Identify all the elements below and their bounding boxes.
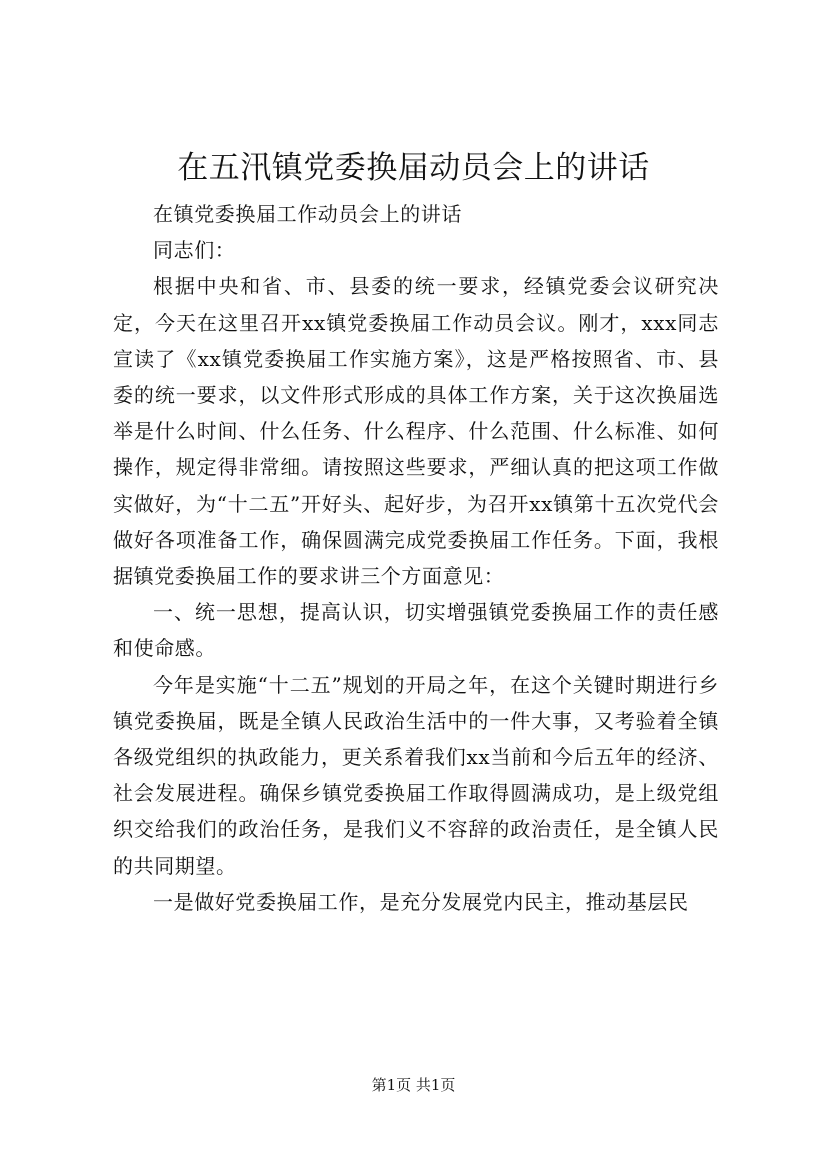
body-paragraph: 一是做好党委换届工作，是充分发展党内民主，推动基层民 bbox=[153, 889, 689, 914]
section-heading-paragraph: 一、统一思想，提高认识，切实增强镇党委换届工作的责任感和使命感。 bbox=[113, 600, 719, 661]
body-paragraph: 今年是实施“十二五”规划的开局之年，在这个关键时期进行乡镇党委换届，既是全镇人民政治生活中的一件大事，又考验着全镇各级党组织的执政能力，更关系着我们xx当前和今后五年的经济、社会发展进程。确保乡镇党委换届工作取得圆满成功，是上级党组织交给我们的政治任务，是我们义不容辞的政治责任，是全镇人民的共同期望。 bbox=[113, 672, 719, 878]
salutation-paragraph: 同志们： bbox=[153, 238, 236, 263]
page-number-footer: 第1页 共1页 bbox=[371, 1076, 456, 1094]
document-body bbox=[113, 196, 719, 920]
document-title: 在五汛镇党委换届动员会上的讲话 bbox=[177, 150, 650, 186]
body-paragraph: 根据中央和省、市、县委的统一要求，经镇党委会议研究决定，今天在这里召开xx镇党委换届工作动员会议。刚才，xxx同志宣读了《xx镇党委换届工作实施方案》，这是严格按照省、市、县委的统一要求，以文件形式形成的具体工作方案，关于这次换届选举是什么时间、什么任务、什么程序、什么范围、什么标准、如何操作，规定得非常细。请按照这些要求，严细认真的把这项工作做实做好，为“十二五”开好头、起好步，为召开xx镇第十五次党代会做好各项准备工作，确保圆满完成党委换届工作任务。下面，我根据镇党委换届工作的要求讲三个方面意见： bbox=[113, 274, 719, 589]
subtitle-paragraph: 在镇党委换届工作动员会上的讲话 bbox=[153, 202, 462, 226]
